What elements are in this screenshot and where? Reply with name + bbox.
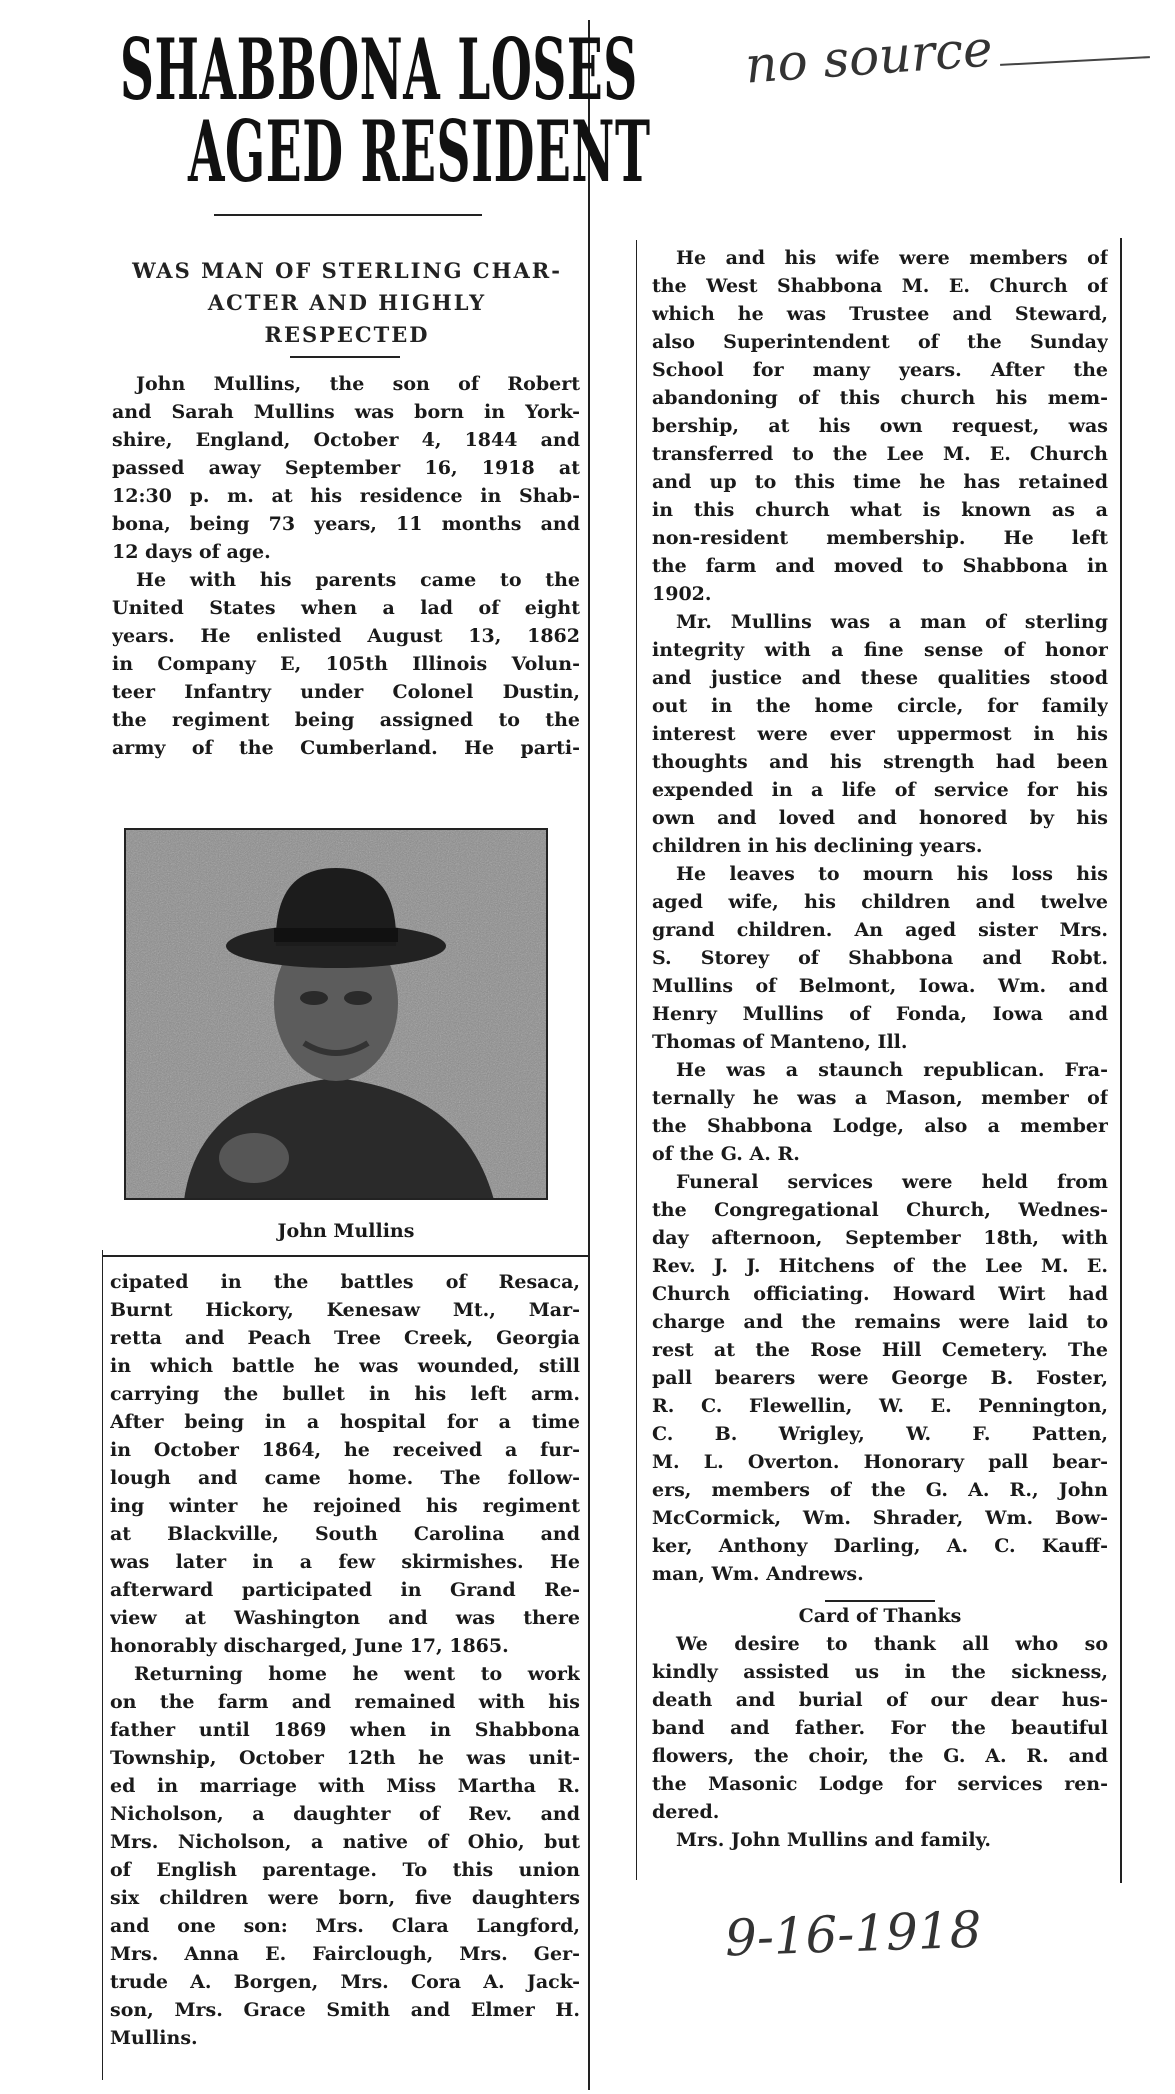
handwritten-note-no-source: no source	[743, 19, 995, 95]
article-text-line: transferred to the Lee M. E. Church	[652, 443, 1108, 465]
article-text-line: Thomas of Manteno, Ill.	[652, 1031, 908, 1053]
portrait-photo	[124, 828, 548, 1200]
article-text-line: Church officiating. Howard Wirt had	[652, 1283, 1108, 1305]
handwritten-date: 9-16-1918	[724, 1900, 983, 1968]
article-text-line: carrying the bullet in his left arm.	[110, 1383, 580, 1405]
article-text-line: rest at the Rose Hill Cemetery. The	[652, 1339, 1108, 1361]
article-text-line: own and loved and honored by his	[652, 807, 1108, 829]
article-text-line: integrity with a fine sense of honor	[652, 639, 1108, 661]
article-text-line: Nicholson, a daughter of Rev. and	[110, 1803, 580, 1825]
card-of-thanks-line: the Masonic Lodge for services ren-	[652, 1773, 1108, 1795]
left-column-right-rule	[588, 20, 590, 2090]
article-text-line: Rev. J. J. Hitchens of the Lee M. E.	[652, 1255, 1108, 1277]
article-text-line: abandoning of this church his mem-	[652, 387, 1108, 409]
article-text-line: teer Infantry under Colonel Dustin,	[112, 681, 580, 703]
article-text-line: ers, members of the G. A. R., John	[652, 1479, 1108, 1501]
article-text-line: in October 1864, he received a fur-	[110, 1439, 580, 1461]
article-text-line: interest were ever uppermost in his	[652, 723, 1108, 745]
article-body-right	[652, 244, 1108, 1854]
article-text-line: and up to this time he has retained	[652, 471, 1108, 493]
article-text-line: which he was Trustee and Steward,	[652, 303, 1108, 325]
article-text-line: M. L. Overton. Honorary pall bear-	[652, 1451, 1108, 1473]
card-of-thanks-line: kindly assisted us in the sickness,	[652, 1661, 1108, 1683]
article-text-line: the West Shabbona M. E. Church of	[652, 275, 1108, 297]
article-text-line: He was a staunch republican. Fra-	[676, 1059, 1108, 1081]
article-text-line: John Mullins, the son of Robert	[136, 373, 580, 395]
article-text-line: expended in a life of service for his	[652, 779, 1108, 801]
article-text-line: aged wife, his children and twelve	[652, 891, 1108, 913]
article-text-line: ed in marriage with Miss Martha R.	[110, 1775, 580, 1797]
article-text-line: Township, October 12th he was unit-	[110, 1747, 580, 1769]
article-text-line: C. B. Wrigley, W. F. Patten,	[652, 1423, 1108, 1445]
article-text-line: Mrs. Anna E. Fairclough, Mrs. Ger-	[110, 1943, 580, 1965]
article-text-line: children in his declining years.	[652, 835, 983, 857]
article-text-line: the Shabbona Lodge, also a member	[652, 1115, 1108, 1137]
headline-line-2: AGED RESIDENT	[188, 102, 651, 201]
card-of-thanks-line: death and burial of our dear hus-	[652, 1689, 1108, 1711]
article-text-line: trude A. Borgen, Mrs. Cora A. Jack-	[110, 1971, 580, 1993]
article-text-line: and justice and these qualities stood	[652, 667, 1108, 689]
article-text-line: in Company E, 105th Illinois Volun-	[112, 653, 580, 675]
article-text-line: United States when a lad of eight	[112, 597, 580, 619]
article-text-line: in this church what is known as a	[652, 499, 1108, 521]
article-text-line: father until 1869 when in Shabbona	[110, 1719, 580, 1741]
article-text-line: bona, being 73 years, 11 months and	[112, 513, 580, 535]
article-text-line: years. He enlisted August 13, 1862	[112, 625, 580, 647]
article-text-line: six children were born, five daughters	[110, 1887, 580, 1909]
article-text-line: retta and Peach Tree Creek, Georgia	[110, 1327, 580, 1349]
article-text-line: was later in a few skirmishes. He	[110, 1551, 580, 1573]
headline-rule	[214, 214, 482, 216]
card-of-thanks-line: dered.	[652, 1801, 720, 1823]
article-text-line: shire, England, October 4, 1844 and	[112, 429, 580, 451]
article-text-line: Mrs. Nicholson, a native of Ohio, but	[110, 1831, 580, 1853]
article-body-left-top	[112, 370, 580, 762]
article-text-line: He and his wife were members of	[676, 247, 1108, 269]
article-text-line: non-resident membership. He left	[652, 527, 1108, 549]
article-text-line: the farm and moved to Shabbona in	[652, 555, 1108, 577]
article-text-line: on the farm and remained with his	[110, 1691, 580, 1713]
article-text-line: ing winter he rejoined his regiment	[110, 1495, 580, 1517]
article-text-line: pall bearers were George B. Foster,	[652, 1367, 1108, 1389]
right-column-right-rule	[1120, 238, 1122, 1883]
article-text-line: charge and the remains were laid to	[652, 1311, 1108, 1333]
article-text-line: R. C. Flewellin, W. E. Pennington,	[652, 1395, 1108, 1417]
subhead-rule	[290, 356, 400, 358]
card-of-thanks-line: band and father. For the beautiful	[652, 1717, 1108, 1739]
article-text-line: at Blackville, South Carolina and	[110, 1523, 580, 1545]
article-text-line: also Superintendent of the Sunday	[652, 331, 1108, 353]
article-text-line: in which battle he was wounded, still	[110, 1355, 580, 1377]
article-text-line: Mullins.	[110, 2027, 198, 2049]
subhead-line-1: WAS MAN OF STERLING CHAR-	[132, 258, 562, 283]
article-text-line: Henry Mullins of Fonda, Iowa and	[652, 1003, 1108, 1025]
article-body-left-bottom	[110, 1268, 580, 2052]
article-text-line: bership, at his own request, was	[652, 415, 1108, 437]
article-text-line: the regiment being assigned to the	[112, 709, 580, 731]
article-text-line: Funeral services were held from	[676, 1171, 1108, 1193]
caption-rule	[102, 1255, 588, 1257]
article-text-line: honorably discharged, June 17, 1865.	[110, 1635, 509, 1657]
article-text-line: S. Storey of Shabbona and Robt.	[652, 947, 1108, 969]
card-of-thanks-signature: Mrs. John Mullins and family.	[676, 1829, 992, 1851]
photo-caption: John Mullins	[277, 1220, 415, 1242]
article-text-line: 12 days of age.	[112, 541, 271, 563]
article-text-line: Mullins of Belmont, Iowa. Wm. and	[652, 975, 1108, 997]
article-text-line: son, Mrs. Grace Smith and Elmer H.	[110, 1999, 580, 2021]
article-text-line: of English parentage. To this union	[110, 1859, 580, 1881]
article-text-line: out in the home circle, for family	[652, 695, 1108, 717]
article-text-line: 12:30 p. m. at his residence in Shab-	[112, 485, 580, 507]
headline-line-1: SHABBONA LOSES	[120, 20, 638, 119]
article-text-line: He with his parents came to the	[136, 569, 580, 591]
card-of-thanks-title: Card of Thanks	[798, 1605, 962, 1627]
article-text-line: Burnt Hickory, Kenesaw Mt., Mar-	[110, 1299, 580, 1321]
right-column-left-rule	[636, 240, 637, 1880]
article-text-line: of the G. A. R.	[652, 1143, 800, 1165]
article-text-line: man, Wm. Andrews.	[652, 1563, 864, 1585]
article-text-line: ker, Anthony Darling, A. C. Kauff-	[652, 1535, 1108, 1557]
article-text-line: and Sarah Mullins was born in York-	[112, 401, 580, 423]
card-of-thanks-line: flowers, the choir, the G. A. R. and	[652, 1745, 1108, 1767]
article-text-line: passed away September 16, 1918 at	[112, 457, 580, 479]
card-of-thanks-line: We desire to thank all who so	[676, 1633, 1108, 1655]
portrait-image	[124, 828, 548, 1200]
article-text-line: lough and came home. The follow-	[110, 1467, 580, 1489]
article-text-line: ternally he was a Mason, member of	[652, 1087, 1108, 1109]
article-text-line: McCormick, Wm. Shrader, Wm. Bow-	[652, 1507, 1108, 1529]
article-text-line: day afternoon, September 18th, with	[652, 1227, 1108, 1249]
article-text-line: After being in a hospital for a time	[110, 1411, 580, 1433]
left-column-left-rule	[102, 1250, 103, 2080]
handwritten-underline	[1000, 56, 1150, 66]
article-text-line: afterward participated in Grand Re-	[110, 1579, 580, 1601]
article-text-line: 1902.	[652, 583, 712, 605]
article-text-line: thoughts and his strength had been	[652, 751, 1108, 773]
subhead-line-3: RESPECTED	[264, 322, 430, 347]
article-text-line: and one son: Mrs. Clara Langford,	[110, 1915, 580, 1937]
article-text-line: School for many years. After the	[652, 359, 1108, 381]
article-text-line: He leaves to mourn his loss his	[676, 863, 1108, 885]
article-text-line: Returning home he went to work	[134, 1663, 580, 1685]
article-text-line: Mr. Mullins was a man of sterling	[676, 611, 1108, 633]
article-text-line: view at Washington and was there	[110, 1607, 580, 1629]
article-text-line: the Congregational Church, Wednes-	[652, 1199, 1108, 1221]
article-text-line: grand children. An aged sister Mrs.	[652, 919, 1108, 941]
article-text-line: cipated in the battles of Resaca,	[110, 1271, 580, 1293]
article-text-line: army of the Cumberland. He parti-	[112, 737, 580, 759]
subhead-line-2: ACTER AND HIGHLY	[207, 290, 487, 315]
